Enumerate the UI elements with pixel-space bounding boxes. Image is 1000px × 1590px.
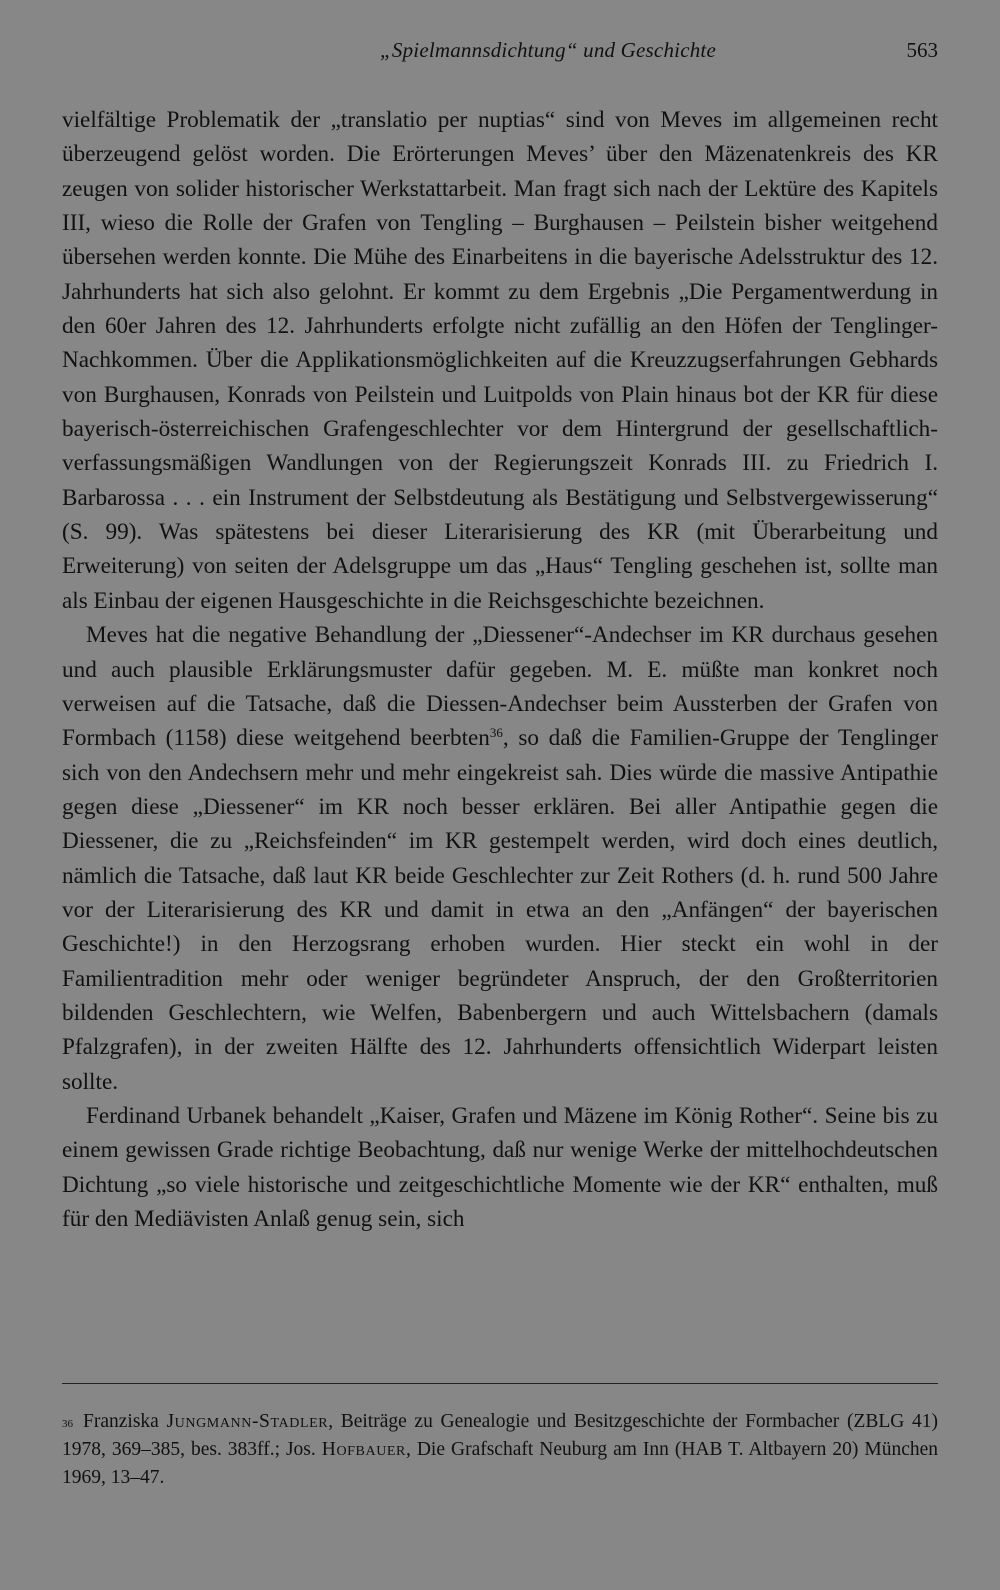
paragraph-2-text-b: , so daß die Familien-Gruppe der Tenglinger sich von den Andechsern mehr und mehr eingekreist sah. Dies würde die massive Antipathie gegen diese „Diessener“ im KR noch besser erklären. Bei aller Antipathie gegen die Diessener, die zu „Reichsfeinden“ im KR gestempelt werden, wird doch eines deutlich, nämlich die Tatsache, daß laut KR beide Geschlechter zur Zeit Rothers (d. h. rund 500 Jahre vor der Literarisierung des KR und damit in etwa an den „Anfängen“ der bayerischen Geschichte!) in den Herzogsrang erhoben wurden. Hier steckt ein wohl in der Familientradition mehr oder weniger begründeter Anspruch, der den Großterritorien bildenden Geschlechtern, wie Welfen, Babenbergern und auch Wittelsbachern (damals Pfalzgrafen), in der zweiten Hälfte des 12. Jahrhunderts offensichtlich Widerpart leisten sollte. <box>62 725 938 1095</box>
footnote-mark: 36 <box>62 1418 73 1430</box>
paragraph-3 <box>62 1099 938 1236</box>
footnote-text-2: , Die Grafschaft Neuburg am Inn (HAB T. Altbayern 20) München 1969, 13–47. <box>62 1439 939 1488</box>
page-number: 563 <box>906 38 938 62</box>
running-title: „Spielmannsdichtung“ und Geschichte <box>380 38 716 62</box>
body-text <box>62 103 938 1236</box>
footnote-author2-last: Hofbauer <box>321 1439 406 1460</box>
paragraph-1 <box>62 103 938 618</box>
paragraph-2-text-a: Meves hat die negative Behandlung der „Diessener“-Andechser im KR durchaus gesehen und auch plausible Erklärungsmuster dafür gegeben. M. E. müßte man konkret noch verweisen auf die Tatsache, daß die Diessen-Andechser beim Aussterben der Grafen von Formbach (1158) diese weitgehend beerbten <box>62 622 938 752</box>
footnote <box>62 1408 938 1492</box>
running-head <box>62 38 938 72</box>
footnote-reference[interactable]: 36 <box>489 725 503 741</box>
footnote-author1-last: Jungmann-Stadler <box>166 1411 329 1432</box>
paragraph-3-text: Ferdinand Urbanek behandelt „Kaiser, Grafen und Mäzene im König Rother“. Seine bis zu einem gewissen Grade richtige Beobachtung, daß nur wenige Werke der mittelhochdeutschen Dichtung „so viele historische und zeitgeschichtliche Momente wie der KR“ enthalten, muß für den Mediävisten Anlaß genug sein, sich <box>62 1102 938 1232</box>
footnote-text-1: , Beiträge zu Genealogie und Besitzgeschichte der Formbacher (ZBLG 41) 1978, 369–385, bes. 383ff.; Jos. <box>62 1411 938 1460</box>
paragraph-2 <box>62 618 938 1099</box>
paragraph-1-text: vielfältige Problematik der „translatio per nuptias“ sind von Meves im allgemeinen recht überzeugend gelöst worden. Die Erörterungen Meves’ über den Mäzenatenkreis des KR zeugen von solider historischer Werkstattarbeit. Man fragt sich nach der Lektüre des Kapitels III, wieso die Rolle der Grafen von Tengling – Burghausen – Peilstein bisher weitgehend übersehen werden konnte. Die Mühe des Einarbeitens in die bayerische Adelsstruktur des 12. Jahrhunderts hat sich also gelohnt. Er kommt zu dem Ergebnis „Die Pergamentwerdung in den 60er Jahren des 12. Jahrhunderts erfolgte nicht zufällig an den Höfen der Tenglinger-Nachkommen. Über die Applikationsmöglichkeiten auf die Kreuzzugserfahrungen Gebhards von Burghausen, Konrads von Peilstein und Luitpolds von Plain hinaus bot der KR für diese bayerisch-österreichischen Grafengeschlechter vor dem Hintergrund der gesellschaftlich-verfassungsmäßigen Wandlungen von der Regierungszeit Konrads III. zu Friedrich I. Barbarossa . . . ein Instrument der Selbstdeutung als Bestätigung und Selbstvergewisserung“ (S. 99). Was spätestens bei dieser Literarisierung des KR (mit Überarbeitung und Erweiterung) von seiten der Adelsgruppe um das „Haus“ Tengling geschehen ist, sollte man als Einbau der eigenen Hausgeschichte in die Reichsgeschichte bezeichnen. <box>62 107 938 614</box>
footnote-author1-first: Franziska <box>83 1411 159 1432</box>
footnote-divider <box>62 1383 938 1384</box>
